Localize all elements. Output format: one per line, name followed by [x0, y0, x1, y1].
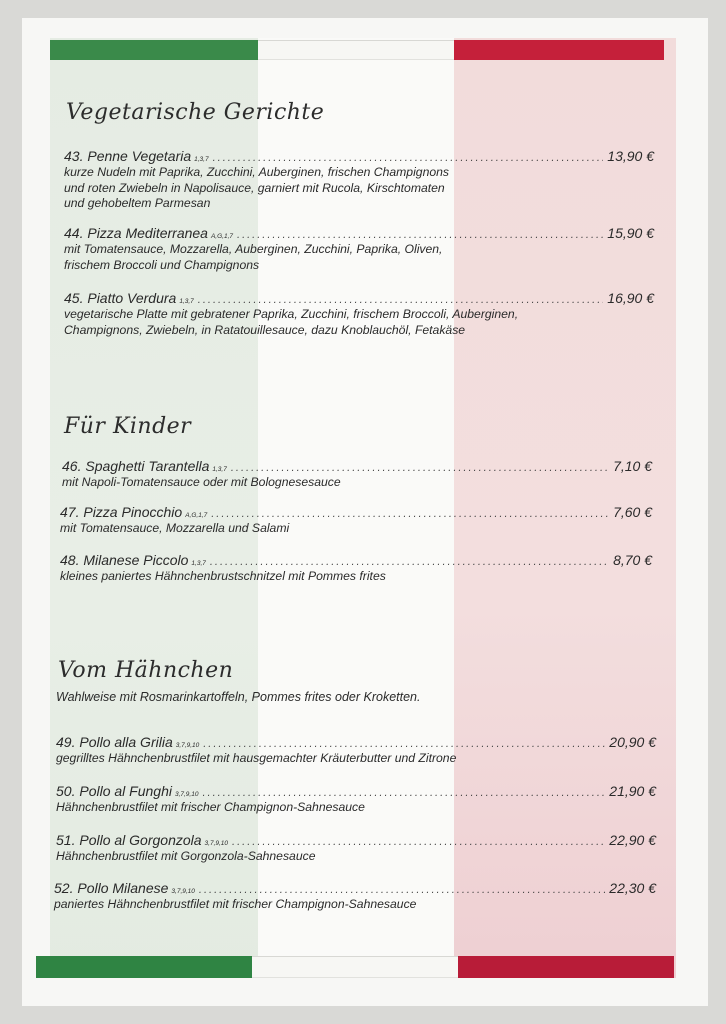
leader-dots: [202, 787, 605, 799]
item-name: 50. Pollo al Funghi: [56, 783, 172, 799]
bottom-flag-white: [252, 956, 458, 978]
item-name: 52. Pollo Milanese: [54, 880, 169, 896]
item-name: 45. Piatto Verdura: [64, 290, 177, 306]
leader-dots: [199, 884, 605, 896]
item-description: Hähnchenbrustfilet mit Gorgonzola-Sahnesauce: [56, 849, 316, 863]
item-description: kleines paniertes Hähnchenbrustschnitzel mit Pommes frites: [60, 569, 386, 583]
item-name: 51. Pollo al Gorgonzola: [56, 832, 202, 848]
item-allergens: 1,3,7: [194, 156, 209, 163]
bottom-flag-green: [36, 956, 252, 978]
leader-dots: [232, 836, 605, 848]
item-name: 49. Pollo alla Grilia: [56, 734, 173, 750]
item-allergens: 3,7,9,10: [174, 791, 199, 798]
item-name: 47. Pizza Pinocchio: [60, 504, 183, 520]
top-flag-green: [50, 40, 258, 60]
item-name: 48. Milanese Piccolo: [60, 552, 189, 568]
leader-dots: [203, 738, 605, 750]
item-allergens: 3,7,9,10: [171, 888, 195, 895]
bottom-flag-red: [458, 956, 674, 978]
menu-item: [64, 290, 654, 338]
item-price: 16,90 €: [607, 290, 654, 306]
item-price: 22,30 €: [609, 880, 656, 896]
item-price: 21,90 €: [609, 783, 656, 799]
item-allergens: 1,3,7: [212, 466, 227, 473]
item-description: vegetarische Platte mit gebratener Paprika, Zucchini, frischem Broccoli, Auberginen, Champignons, Zwiebeln, in Ratatouillesauce, dazu Knoblauchöl, Fetakäse: [64, 307, 519, 337]
item-price: 7,60 €: [613, 504, 652, 520]
item-price: 22,90 €: [609, 832, 656, 848]
menu-item: [60, 504, 652, 537]
menu-item: [62, 458, 652, 491]
menu-item: [56, 783, 656, 816]
leader-dots: [198, 294, 603, 306]
item-description: mit Tomatensauce, Mozzarella, Auberginen, Zucchini, Paprika, Oliven, frischem Broccoli und Champignons: [64, 242, 443, 272]
item-allergens: 3,7,9,10: [175, 742, 200, 749]
menu-item: [56, 734, 656, 767]
item-allergens: A,G,1,7: [210, 233, 234, 240]
item-allergens: 1,3,7: [191, 560, 206, 567]
item-allergens: 1,3,7: [179, 298, 194, 305]
item-description: paniertes Hähnchenbrustfilet mit frischer Champignon-Sahnesauce: [54, 897, 417, 911]
item-name: 44. Pizza Mediterranea: [64, 225, 208, 241]
section-note: Wahlweise mit Rosmarinkartoffeln, Pommes frites oder Kroketten.: [56, 690, 421, 704]
item-name: 46. Spaghetti Tarantella: [62, 458, 210, 474]
item-price: 20,90 €: [609, 734, 656, 750]
item-price: 8,70 €: [613, 552, 652, 568]
menu-sheet: [22, 18, 708, 1006]
menu-item: [56, 832, 656, 865]
section-heading-chicken: Vom Hähnchen: [58, 658, 234, 683]
section-heading-kids: Für Kinder: [64, 414, 192, 439]
menu-item: [64, 148, 654, 212]
item-description: mit Napoli-Tomatensauce oder mit Bolognesesauce: [62, 475, 341, 489]
item-description: gegrilltes Hähnchenbrustfilet mit hausgemachter Kräuterbutter und Zitrone: [56, 751, 457, 765]
item-price: 15,90 €: [607, 225, 654, 241]
leader-dots: [210, 556, 609, 568]
leader-dots: [237, 229, 603, 241]
menu-item: [54, 880, 656, 913]
section-heading-vegetarian: Vegetarische Gerichte: [66, 100, 325, 125]
item-name: 43. Penne Vegetaria: [64, 148, 192, 164]
leader-dots: [213, 152, 604, 164]
item-allergens: A,G,1,7: [185, 512, 208, 519]
menu-item: [60, 552, 652, 585]
leader-dots: [231, 462, 609, 474]
menu-item: [64, 225, 654, 273]
item-price: 7,10 €: [613, 458, 652, 474]
top-flag-red: [454, 40, 664, 60]
item-allergens: 3,7,9,10: [204, 840, 229, 847]
top-flag-white: [258, 40, 454, 60]
leader-dots: [211, 508, 609, 520]
item-description: Hähnchenbrustfilet mit frischer Champignon-Sahnesauce: [56, 800, 365, 814]
item-description: kurze Nudeln mit Paprika, Zucchini, Auberginen, frischen Champignons und roten Zwiebeln in Napolisauce, garniert mit Rucola, Kirschtomaten und gehobeltem Parmesan: [64, 165, 450, 210]
item-description: mit Tomatensauce, Mozzarella und Salami: [60, 521, 290, 535]
item-price: 13,90 €: [607, 148, 654, 164]
